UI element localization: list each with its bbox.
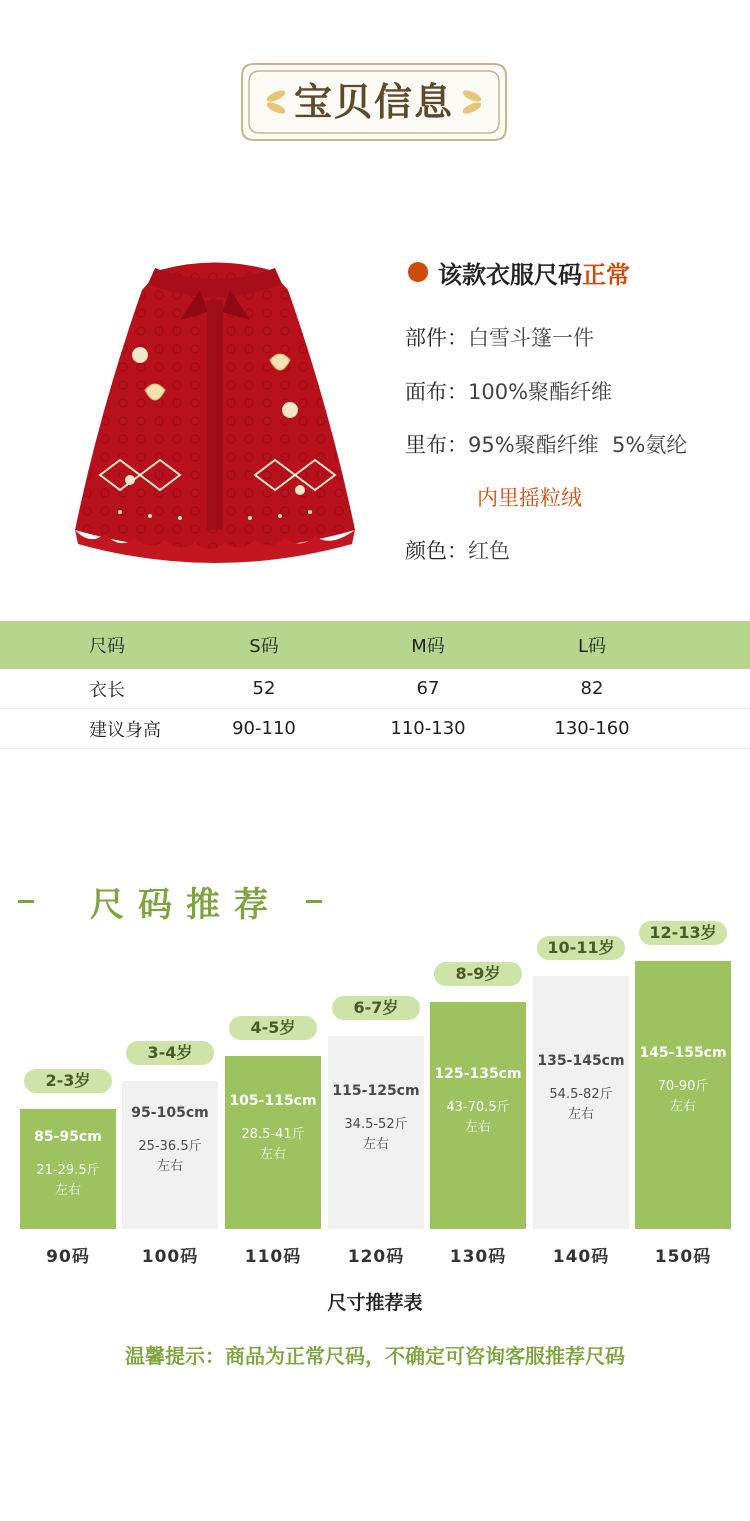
info-row-lining	[405, 429, 687, 459]
table-row	[0, 669, 750, 709]
table-cell: 衣长	[89, 679, 125, 701]
bullet-dot-icon	[408, 262, 428, 282]
bar-weight-range: 34.5-52斤	[344, 1116, 408, 1132]
size-bar	[122, 1081, 218, 1229]
lining-extra-note: 内里摇粒绒	[477, 486, 582, 510]
recommendation-caption: 尺寸推荐表	[327, 1292, 423, 1314]
table-header-cell: 尺码	[89, 636, 125, 657]
size-bar	[328, 1036, 424, 1229]
bar-weight-range: 28.5-41斤	[241, 1126, 305, 1142]
info-label: 里布：	[405, 433, 468, 457]
size-bar	[430, 1002, 526, 1229]
size-code-label: 110码	[244, 1247, 302, 1267]
table-cell: 建议身高	[89, 719, 161, 741]
size-bar	[635, 961, 731, 1229]
bar-note: 左右	[362, 1136, 389, 1152]
size-bar	[20, 1109, 116, 1229]
section-title: 宝贝信息	[293, 80, 454, 124]
bar-note: 左右	[567, 1106, 594, 1122]
bar-height-range: 85-95cm	[34, 1129, 102, 1145]
size-tip: 温馨提示：商品为正常尺码，不确定可咨询客服推荐尺码	[125, 1344, 625, 1368]
table-cell: 52	[252, 678, 276, 699]
size-code-label: 130码	[449, 1247, 507, 1267]
table-cell: 90-110	[232, 718, 296, 739]
bar-height-range: 135-145cm	[537, 1052, 625, 1069]
table-header-cell: M码	[411, 636, 445, 657]
size-code-label: 150码	[654, 1247, 712, 1267]
table-header-cell: L码	[577, 636, 607, 657]
bar-note: 左右	[669, 1099, 696, 1114]
bar-weight-range: 43-70.5斤	[446, 1099, 510, 1115]
bar-weight-range: 21-29.5斤	[36, 1163, 100, 1178]
size-headline	[405, 252, 745, 292]
bar-weight-range: 25-36.5斤	[138, 1139, 202, 1154]
bar-weight-range: 70-90斤	[657, 1079, 709, 1094]
table-cell: 130-160	[554, 718, 630, 739]
bar-height-range: 115-125cm	[332, 1082, 420, 1099]
bar-note: 左右	[464, 1119, 491, 1135]
title-dash-right	[306, 900, 322, 903]
recommendation-title-text: 尺码推荐	[90, 884, 282, 925]
recommendation-title	[18, 873, 348, 929]
headline-prefix: 该款衣服尺码	[438, 260, 582, 289]
info-value: 100%聚酯纤维	[468, 380, 613, 404]
table-cell: 67	[416, 678, 440, 699]
info-row-fabric	[405, 376, 612, 406]
info-value: 95%聚酯纤维 5%氨纶	[468, 433, 688, 457]
size-table	[0, 621, 750, 749]
bar-height-range: 95-105cm	[131, 1105, 209, 1121]
bar-height-range: 125-135cm	[434, 1065, 522, 1082]
product-image-red-cape	[60, 250, 370, 580]
age-pill: 12-13岁	[639, 921, 727, 945]
size-bar	[225, 1056, 321, 1229]
section-header-badge	[240, 62, 508, 142]
size-code-label: 140码	[552, 1247, 610, 1267]
bar-weight-range: 54.5-82斤	[549, 1086, 613, 1102]
age-pill: 2-3岁	[24, 1069, 112, 1093]
title-dash-left	[18, 900, 34, 903]
headline-accent: 正常	[582, 260, 630, 289]
table-row	[0, 709, 750, 749]
age-pill: 10-11岁	[537, 936, 625, 960]
bar-note: 左右	[156, 1159, 183, 1174]
table-header-row	[0, 621, 750, 669]
age-pill: 4-5岁	[229, 1016, 317, 1040]
product-info	[405, 252, 745, 563]
size-code-label: 120码	[347, 1247, 405, 1267]
info-value: 白雪斗篷一件	[468, 326, 594, 350]
bar-note: 左右	[259, 1146, 286, 1162]
info-row-parts	[405, 322, 594, 352]
info-label: 面布：	[405, 380, 468, 404]
size-code-label: 90码	[46, 1247, 90, 1267]
info-label: 部件：	[405, 326, 468, 350]
table-header-cell: S码	[249, 636, 279, 657]
info-label: 颜色：	[405, 539, 468, 563]
age-pill: 8-9岁	[434, 962, 522, 986]
bar-height-range: 105-115cm	[229, 1092, 317, 1109]
bar-note: 左右	[54, 1183, 81, 1198]
age-pill: 3-4岁	[126, 1041, 214, 1065]
age-pill: 6-7岁	[332, 996, 420, 1020]
info-row-color	[405, 535, 510, 565]
table-cell: 82	[580, 678, 604, 699]
size-code-label: 100码	[141, 1247, 199, 1267]
bar-height-range: 145-155cm	[639, 1045, 727, 1061]
info-value: 红色	[468, 539, 510, 563]
size-bar	[533, 976, 629, 1229]
table-cell: 110-130	[390, 718, 466, 739]
